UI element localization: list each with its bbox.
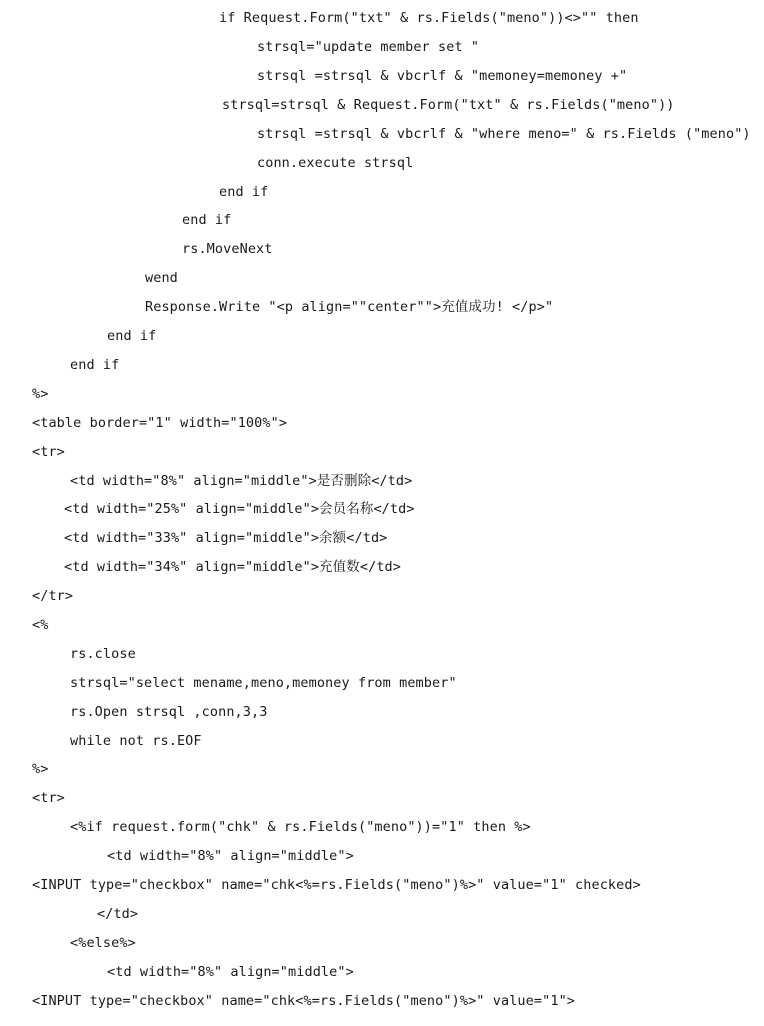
code-line: <%else%>	[70, 935, 136, 951]
code-line: %>	[32, 386, 49, 402]
code-line: <%if request.form("chk" & rs.Fields("meno"))="1" then %>	[70, 819, 531, 835]
code-line: end if	[107, 328, 157, 344]
code-line: rs.close	[70, 646, 136, 662]
code-line: <tr>	[32, 790, 65, 806]
code-line: <td width="34%" align="middle">充值数</td>	[64, 559, 401, 575]
code-line: strsql="update member set "	[257, 39, 480, 55]
code-line: strsql =strsql & vbcrlf & "where meno=" & rs.Fields ("meno")	[257, 126, 751, 142]
code-line: rs.Open strsql ,conn,3,3	[70, 704, 268, 720]
code-line: if Request.Form("txt" & rs.Fields("meno"))<>"" then	[219, 10, 639, 26]
code-line: <tr>	[32, 444, 65, 460]
code-line: <table border="1" width="100%">	[32, 415, 288, 431]
code-line: </td>	[97, 906, 139, 922]
code-line: %>	[32, 761, 49, 777]
code-line: conn.execute strsql	[257, 155, 414, 171]
code-line: while not rs.EOF	[70, 733, 202, 749]
code-line: strsql="select mename,meno,memoney from member"	[70, 675, 457, 691]
code-line: <INPUT type="checkbox" name="chk<%=rs.Fields("meno")%>" value="1">	[32, 993, 576, 1009]
code-line: end if	[70, 357, 120, 373]
code-line: <td width="25%" align="middle">会员名称</td>	[64, 501, 415, 517]
code-line: end if	[182, 212, 232, 228]
code-line: <td width="8%" align="middle">	[107, 964, 354, 980]
code-line: rs.MoveNext	[182, 241, 273, 257]
code-line: <td width="8%" align="middle">是否删除</td>	[70, 473, 413, 489]
code-line: <%	[32, 617, 49, 633]
code-line: strsql=strsql & Request.Form("txt" & rs.Fields("meno"))	[222, 97, 675, 113]
code-line: </tr>	[32, 588, 74, 604]
code-line: <td width="33%" align="middle">余额</td>	[64, 530, 388, 546]
code-line: Response.Write "<p align=""center"">充值成功! </p>"	[145, 299, 554, 315]
code-line: end if	[219, 184, 269, 200]
code-line: <td width="8%" align="middle">	[107, 848, 354, 864]
code-line: wend	[145, 270, 178, 286]
code-line: strsql =strsql & vbcrlf & "memoney=memoney +"	[257, 68, 628, 84]
code-line: <INPUT type="checkbox" name="chk<%=rs.Fields("meno")%>" value="1" checked>	[32, 877, 641, 893]
